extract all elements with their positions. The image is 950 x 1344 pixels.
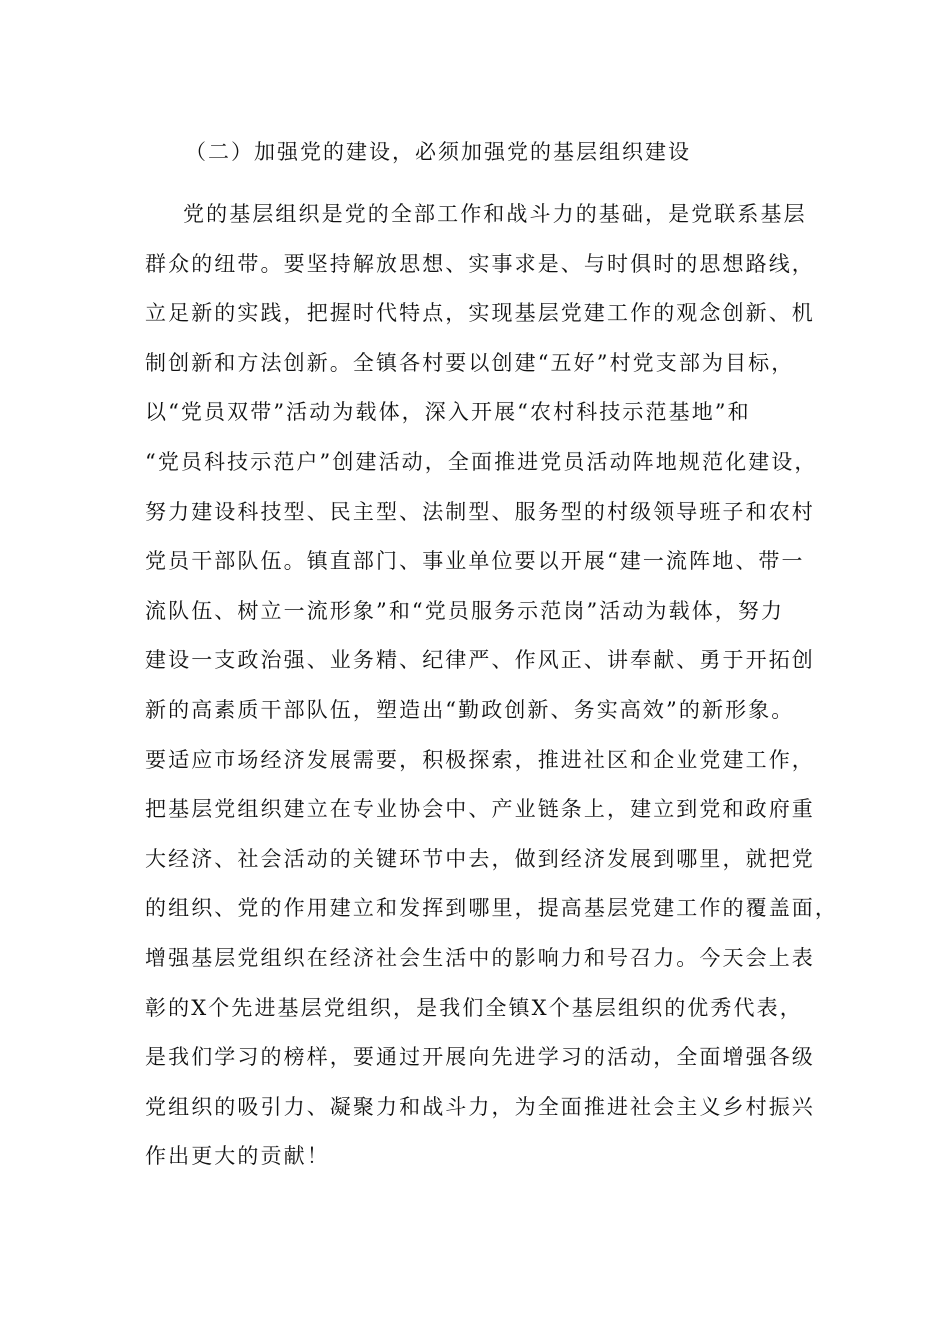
paragraph-line: 是我们学习的榜样，要通过开展向先进学习的活动，全面增强各级 [145, 1045, 815, 1070]
paragraph-line: “党员科技示范户”创建活动，全面推进党员活动阵地规范化建设， [145, 449, 818, 474]
paragraph-line: 群众的纽带。要坚持解放思想、实事求是、与时俱时的思想路线， [145, 251, 815, 276]
paragraph-line: 流队伍、树立一流形象”和“党员服务示范岗”活动为载体，努力 [145, 598, 785, 623]
section-heading: （二）加强党的建设，必须加强党的基层组织建设 [185, 140, 691, 164]
paragraph-line: 的组织、党的作用建立和发挥到哪里，提高基层党建工作的覆盖面， [145, 896, 838, 921]
paragraph-line: 制创新和方法创新。全镇各村要以创建“五好”村党支部为目标， [145, 350, 795, 375]
body-paragraph [145, 194, 838, 1186]
paragraph-line: 立足新的实践，把握时代特点，实现基层党建工作的观念创新、机 [145, 301, 815, 326]
paragraph-line: 大经济、社会活动的关键环节中去，做到经济发展到哪里，就把党 [145, 846, 815, 871]
paragraph-line: 作出更大的贡献！ [145, 1144, 330, 1169]
paragraph-line: 党组织的吸引力、凝聚力和战斗力，为全面推进社会主义乡村振兴 [145, 1094, 815, 1119]
paragraph-line: 把基层党组织建立在专业协会中、产业链条上，建立到党和政府重 [145, 797, 815, 822]
paragraph-line: 新的高素质干部队伍，塑造出“勤政创新、务实高效”的新形象。 [145, 697, 795, 722]
paragraph-line: 要适应市场经济发展需要，积极探索，推进社区和企业党建工作， [145, 747, 815, 772]
paragraph-line: 建设一支政治强、业务精、纪律严、作风正、讲奉献、勇于开拓创 [145, 648, 815, 673]
paragraph-line: 努力建设科技型、民主型、法制型、服务型的村级领导班子和农村 [145, 499, 815, 524]
paragraph-line: 以“党员双带”活动为载体，深入开展“农村科技示范基地”和 [145, 400, 751, 425]
paragraph-line: 党的基层组织是党的全部工作和战斗力的基础，是党联系基层 [183, 202, 807, 226]
paragraph-line: 党员干部队伍。镇直部门、事业单位要以开展“建一流阵地、带一 [145, 549, 805, 574]
paragraph-line: 彰的X个先进基层党组织，是我们全镇X个基层组织的优秀代表， [145, 995, 803, 1020]
paragraph-line: 增强基层党组织在经济社会生活中的影响力和号召力。今天会上表 [145, 945, 815, 970]
